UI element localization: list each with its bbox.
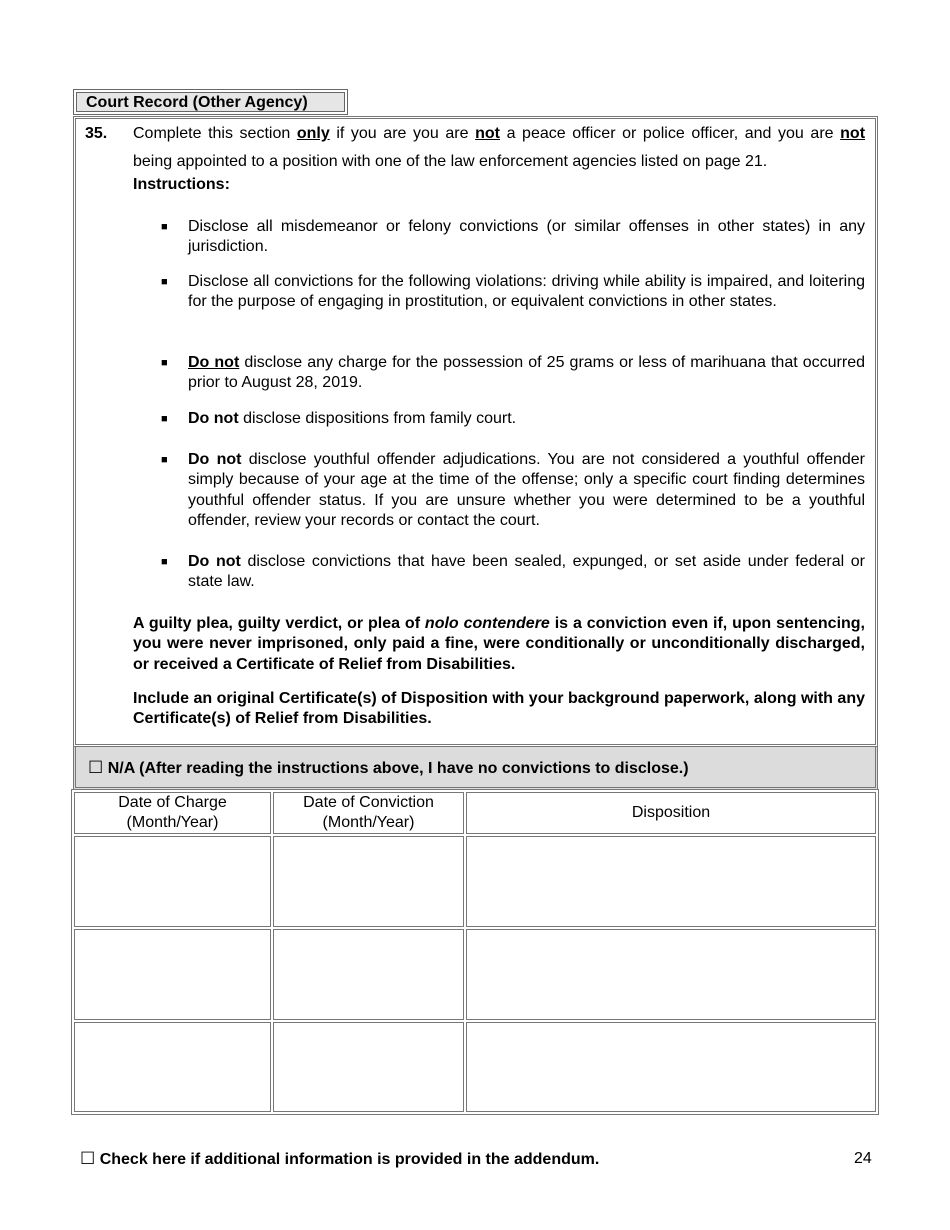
bullet-text: disclose convictions that have been sealed, expunged, or set aside under federal or state law. [188, 553, 865, 591]
convictions-table [71, 789, 879, 1115]
question-text-part: Complete this section [133, 125, 297, 142]
page-number: 24 [854, 1150, 872, 1167]
addendum-label: Check here if additional information is provided in the addendum. [99, 1151, 600, 1168]
cell-date-of-conviction-2[interactable] [273, 929, 464, 1020]
bullet-bold: Do not [188, 553, 241, 570]
bullet-square-icon: ■ [161, 413, 168, 425]
instruction-bullet [161, 552, 865, 593]
cell-disposition-2[interactable] [466, 929, 876, 1020]
addendum-checkbox[interactable]: ☐ [80, 1149, 96, 1168]
question-number: 35. [85, 125, 108, 142]
na-label: N/A (After reading the instructions above, I have no convictions to disclose.) [107, 760, 689, 777]
cell-date-of-conviction-1[interactable] [273, 836, 464, 927]
na-option-row[interactable] [73, 747, 878, 790]
section-tab [73, 89, 348, 115]
bullet-bold: Do not [188, 354, 240, 371]
conviction-definition [133, 614, 865, 675]
conviction-text: A guilty plea, guilty verdict, or plea of [133, 615, 425, 632]
header-date-of-charge [74, 792, 271, 834]
instruction-bullet [161, 450, 865, 531]
bullet-square-icon: ■ [161, 454, 168, 466]
bullet-text: disclose youthful offender adjudications. You are not considered a youthful offender simply because of your age at the time of the offense; only a specific court finding determines youthful offender status. If you are unsure whether you were determined to be a youthful offender, review your records or contact the court. [188, 451, 865, 529]
header-text: Disposition [631, 804, 711, 821]
header-text: Date of Conviction [303, 794, 434, 811]
instruction-bullet [161, 272, 865, 313]
instruction-bullet [161, 409, 865, 429]
bullet-square-icon: ■ [161, 556, 168, 568]
bullet-text: Disclose all misdemeanor or felony convictions (or similar offenses in other states) in any jurisdiction. [188, 218, 865, 256]
cell-disposition-1[interactable] [466, 836, 876, 927]
bullet-bold: Do not [188, 451, 242, 468]
header-subtext: (Month/Year) [126, 814, 219, 831]
emphasis-not: not [475, 125, 500, 142]
nolo-contendere-term: nolo contendere [424, 615, 550, 632]
emphasis-not: not [840, 125, 866, 142]
conviction-text: is a conviction even if, upon sentencing, you were never imprisoned, only paid a fine, were conditionally or unconditionally discharged, or received a Certificate of Relief from Disabilities. [133, 615, 866, 673]
cell-disposition-3[interactable] [466, 1022, 876, 1112]
question-35-box [73, 116, 878, 747]
certificate-instruction: Include an original Certificate(s) of Disposition with your background paperwork, along with any Certificate(s) of Relief from Disabilities. [133, 690, 865, 728]
cell-date-of-charge-3[interactable] [74, 1022, 271, 1112]
bullet-bold: Do not [188, 410, 239, 427]
bullet-text: disclose dispositions from family court. [238, 410, 517, 427]
cell-date-of-charge-2[interactable] [74, 929, 271, 1020]
question-text-part: being appointed to a position with one of the law enforcement agencies listed on page 21. [133, 152, 768, 170]
bullet-text: Disclose all convictions for the following violations: driving while ability is impaired, and loitering for the purpose of engaging in prostitution, or equivalent convictions in other states. [188, 273, 865, 311]
section-tab-title: Court Record (Other Agency) [76, 92, 345, 112]
emphasis-only: only [296, 125, 330, 142]
bullet-text: disclose any charge for the possession of 25 grams or less of marihuana that occurred prior to August 28, 2019. [188, 354, 865, 392]
question-text [133, 120, 865, 175]
header-disposition [466, 792, 876, 834]
addendum-option[interactable] [80, 1149, 599, 1170]
header-subtext: (Month/Year) [322, 814, 415, 831]
na-checkbox[interactable]: ☐ [88, 758, 104, 777]
bullet-square-icon: ■ [161, 276, 168, 288]
question-text-part: if you are you are [329, 125, 476, 142]
header-text: Date of Charge [118, 794, 227, 811]
bullet-square-icon: ■ [161, 357, 168, 369]
instructions-label: Instructions: [133, 176, 230, 193]
question-text-part: a peace officer or police officer, and you are [499, 125, 841, 142]
bullet-square-icon: ■ [161, 221, 168, 233]
instruction-bullet [161, 217, 865, 258]
cell-date-of-conviction-3[interactable] [273, 1022, 464, 1112]
header-date-of-conviction [273, 792, 464, 834]
instruction-bullet [161, 353, 865, 394]
cell-date-of-charge-1[interactable] [74, 836, 271, 927]
